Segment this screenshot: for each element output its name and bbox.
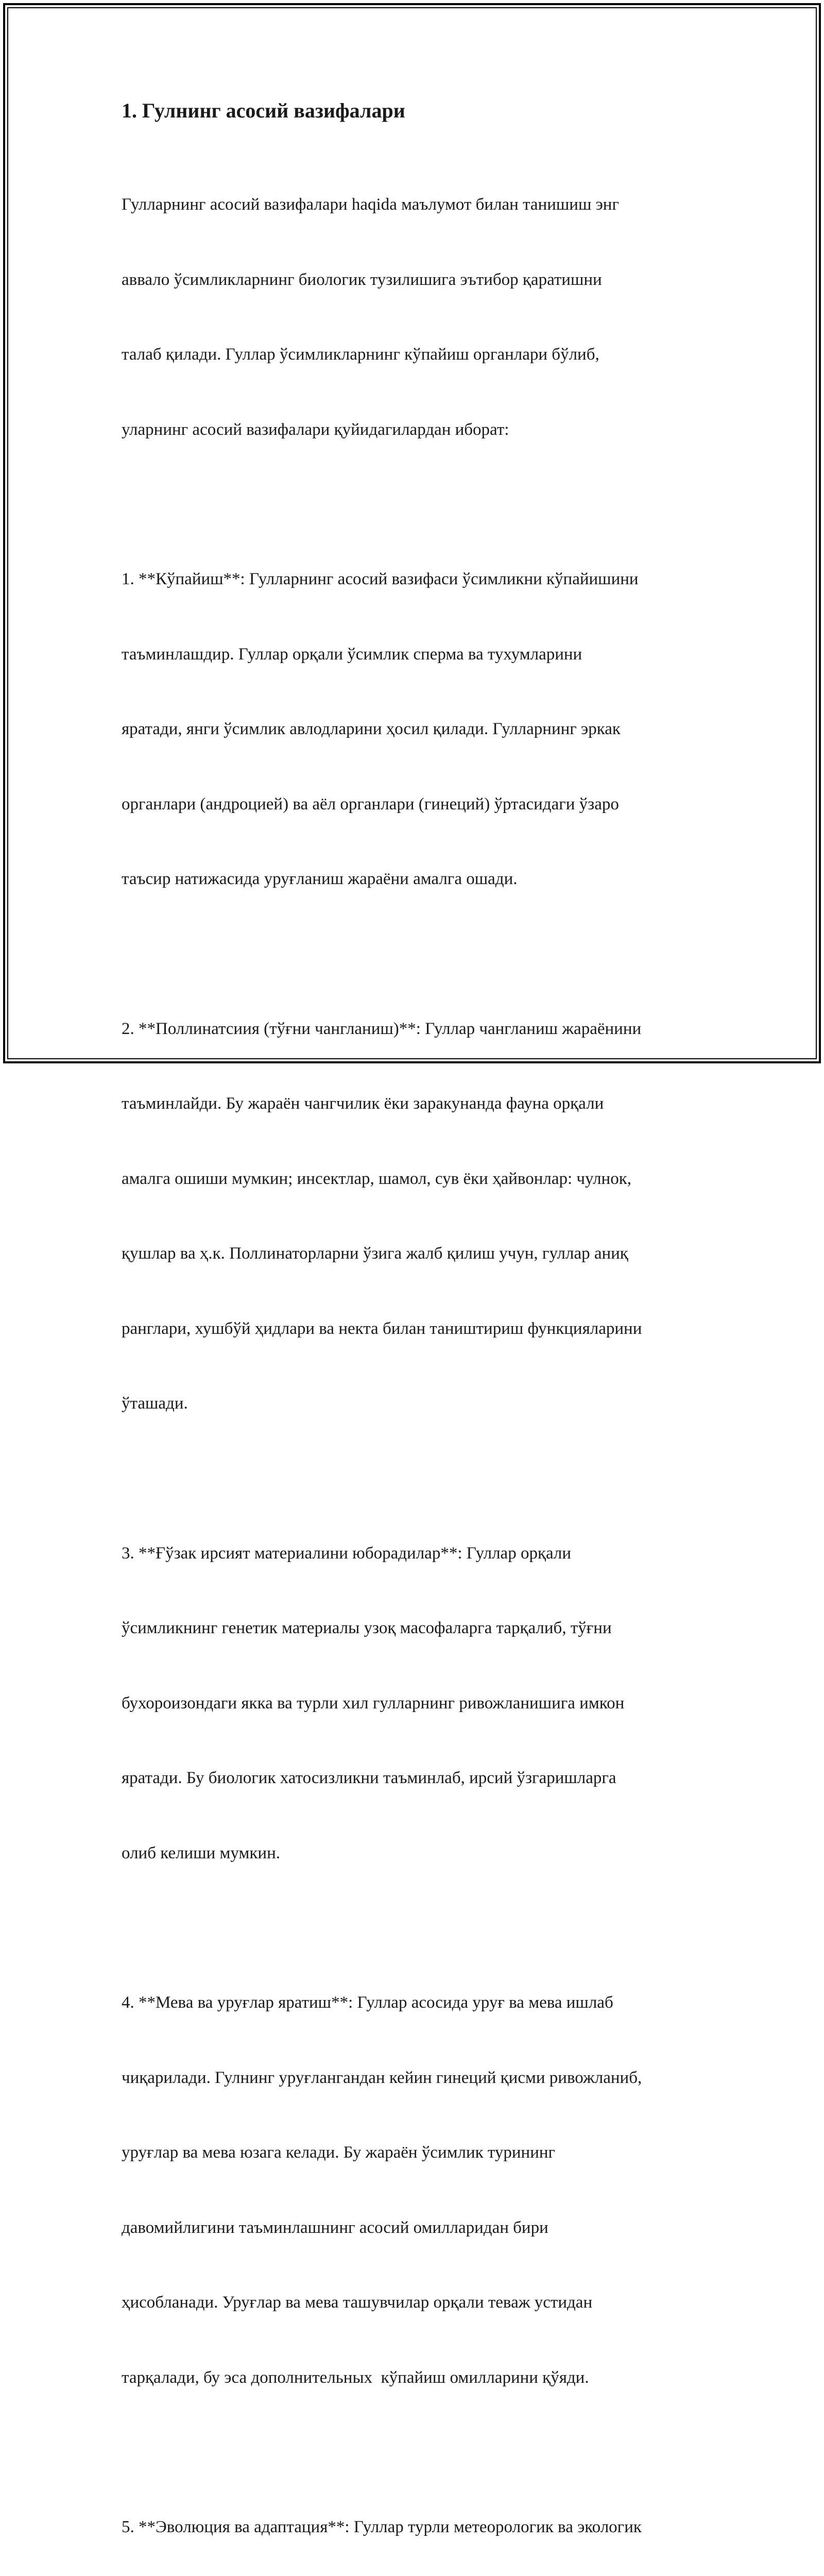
text-line: яратади, янги ўсимлик авлодларини ҳосил қилади. Гулларнинг эркак [122,720,621,738]
paragraph-item-2 [122,967,709,1466]
paragraph-intro [122,142,709,492]
paragraph-item-4 [122,1940,709,2440]
text-line: талаб қилади. Гуллар ўсимликларнинг кўпайиш органлари бўлиб, [122,345,599,364]
text-line: чиқарилади. Гулнинг уруғлангандан кейин гинеций қисми ривожланиб, [122,2068,642,2087]
text-line: 2. **Поллинатсиия (тўғни чангланиш)**: Гуллар чангланиш жараёнини [122,1019,642,1038]
text-line: 3. **Ғўзак ирсият материалини юборадилар**: Гуллар орқали [122,1544,572,1563]
paragraph-item-1 [122,517,709,942]
text-line: таъминлашдир. Гуллар орқали ўсимлик сперма ва тухумларини [122,645,582,664]
text-line: аввало ўсимликларнинг биологик тузилишига эътибор қаратишни [122,270,602,289]
text-line: қушлар ва ҳ.к. Поллинаторларни ўзига жалб қилиш учун, гуллар аниқ [122,1244,628,1263]
paragraph-item-5 [122,2465,709,2576]
text-line: амалга ошиши мумкин; инсектлар, шамол, сув ёки ҳайвонлар: чулнок, [122,1169,631,1188]
text-line: ўсимликнинг генетик материалы узоқ масофаларга тарқалиб, тўғни [122,1619,612,1637]
document-page [122,98,709,2576]
text-line: ўташади. [122,1394,188,1413]
text-line: Гулларнинг асосий вазифалари haqida маълумот билан танишиш энг [122,195,619,214]
text-line: тарқалади, бу эса дополнительных кўпайиш омилларини қўяди. [122,2368,589,2387]
document-title: 1. Гулнинг асосий вазифалари [122,99,405,122]
text-line: 5. **Эволюция ва адаптация**: Гуллар турли метеорологик ва экологик [122,2518,642,2536]
text-line: ранглари, хушбўй ҳидлари ва некта билан таништириш функцияларини [122,1319,642,1338]
text-line: таъсир натижасида уруғланиш жараёни амалга ошади. [122,870,518,888]
text-line: олиб келиши мумкин. [122,1843,280,1862]
text-line: органлари (андроцией) ва аёл органлари (гинеций) ўртасидаги ўзаро [122,794,619,814]
text-line: 1. **Кўпайиш**: Гулларнинг асосий вазифаси ўсимликни кўпайишини [122,570,639,588]
text-line: давомийлигини таъминлашнинг асосий омилларидан бири [122,2218,548,2237]
text-line: ҳисобланади. Уруғлар ва мева ташувчилар орқали теваж устидан [122,2293,593,2312]
text-line: уруғлар ва мева юзага келади. Бу жараён ўсимлик турининг [122,2143,556,2162]
text-line: 4. **Мева ва уруғлар яратиш**: Гуллар асосида уруғ ва мева ишлаб [122,1993,613,2012]
text-line: таъминлайди. Бу жараён чангчилик ёки заракунанда фауна орқали [122,1094,604,1113]
text-line: уларнинг асосий вазифалари қуйидагилардан иборат: [122,420,509,439]
text-line: яратади. Бу биологик хатосизликни таъминлаб, ирсий ўзгаришларга [122,1769,616,1787]
paragraph-item-3 [122,1491,709,1916]
text-line: бухороизондаги якка ва турли хил гулларнинг ривожланишига имкон [122,1693,625,1713]
